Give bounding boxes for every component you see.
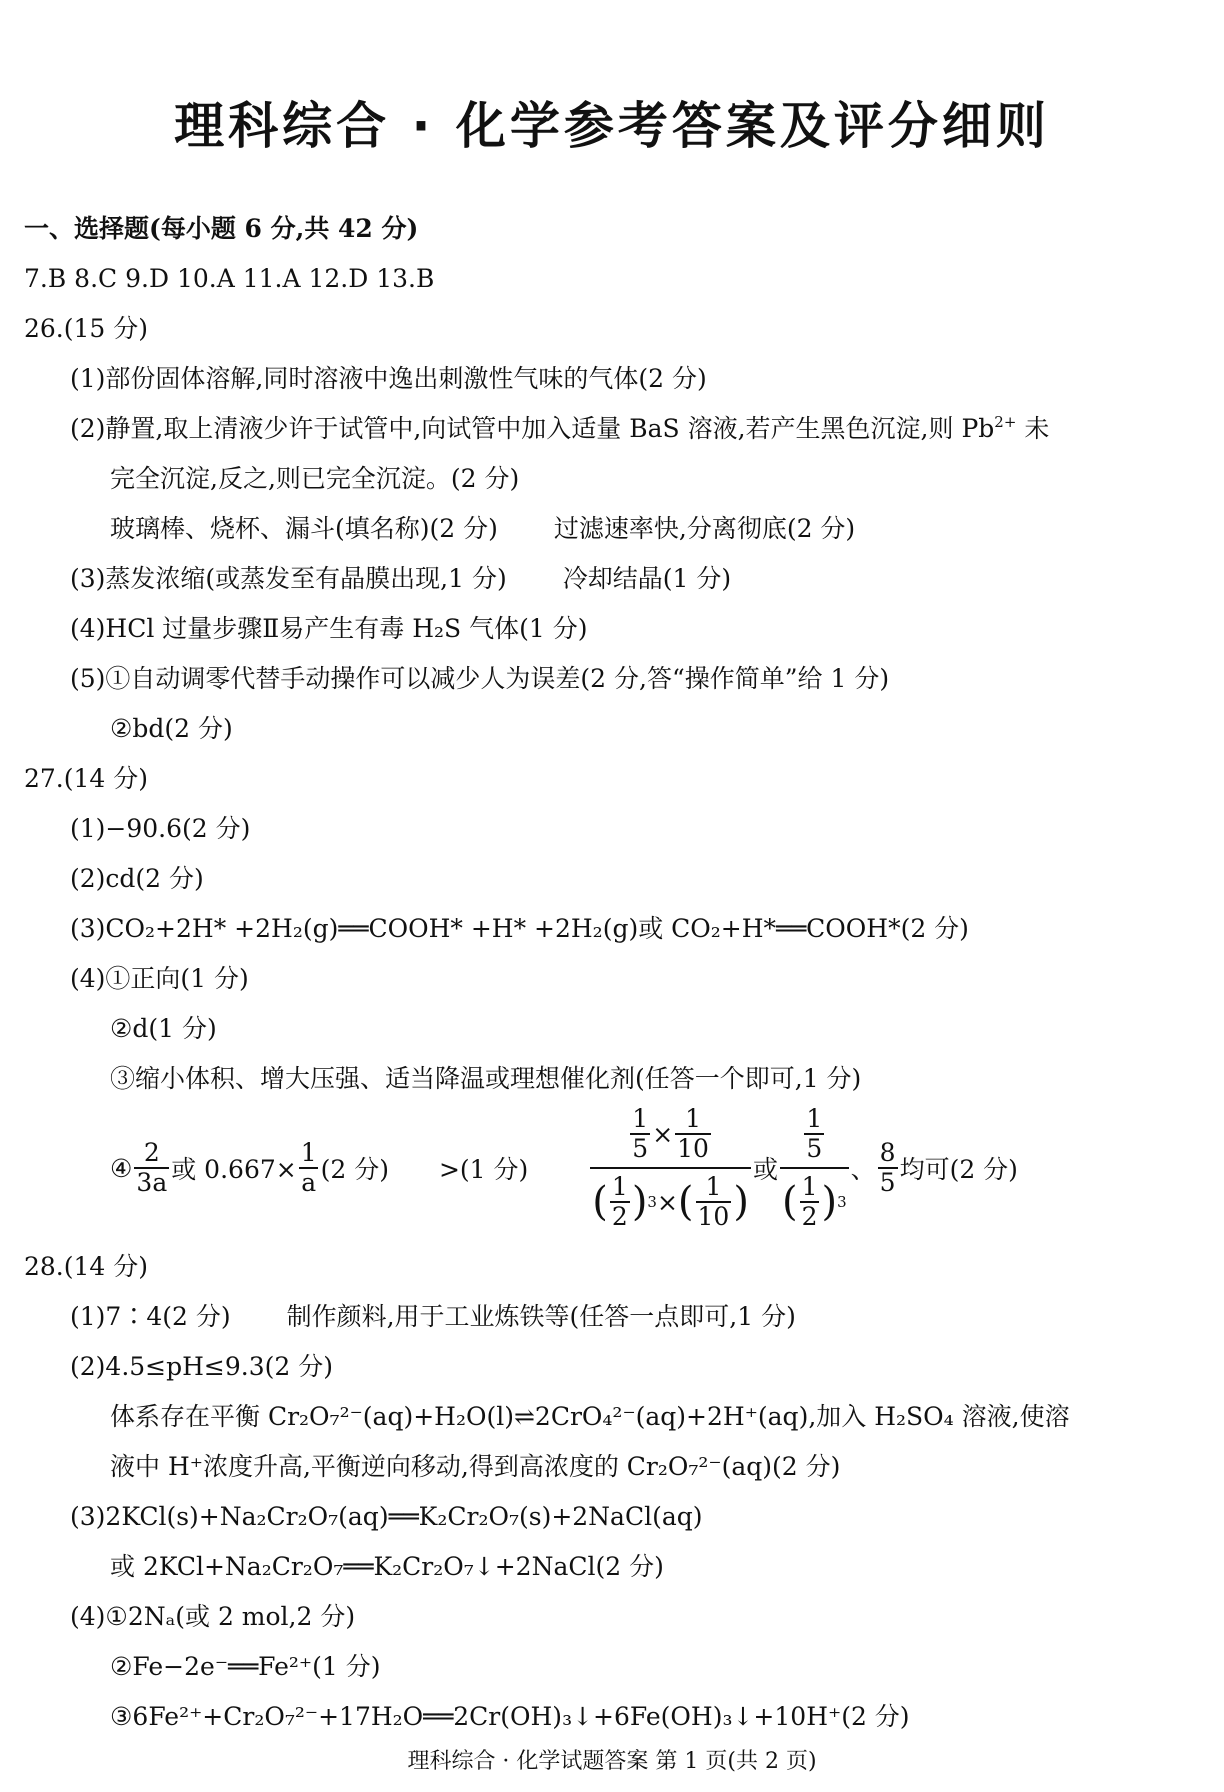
page-title: 理科综合 · 化学参考答案及评分细则 [174, 97, 1050, 155]
choice-answers: 7.B 8.C 9.D 10.A 11.A 12.D 13.B [24, 264, 435, 293]
q26-part5-line2: ②bd(2 分) [110, 714, 233, 743]
q26-part5-line1: (5)①自动调零代替手动操作可以减少人为误差(2 分,答“操作简单”给 1 分) [70, 664, 890, 693]
q27-part4-4-formula: ④ $\frac{2}{3a}$ 或 0.667× $\frac{1}{a}$ (2 分) >(1 分) $\frac{1}{5}$ × $\frac{1}{10}$ ( $\frac{1}{2}$ ) 3 × ( $\frac{1}{10}$ ) 或 $\frac{1}{5}$ ( $\frac{1}{2}$ ) 3 、 $\frac{8}{5}$ 均可(2 分) [110, 1104, 1018, 1231]
page-footer: 理科综合 · 化学试题答案 第 1 页(共 2 页) [407, 1749, 817, 1774]
q27-part2: (2)cd(2 分) [70, 864, 204, 893]
q27-part3: (3)CO₂+2H* +2H₂(g)══COOH* +H* +2H₂(g)或 CO₂+H*══COOH*(2 分) [70, 914, 969, 943]
q28-header: 28.(14 分) [24, 1252, 149, 1281]
equilibrium-constant-fraction: $\frac{1}{5}$ × $\frac{1}{10}$ ( $\frac{1}{2}$ ) 3 × ( $\frac{1}{10}$ ) [592, 1104, 749, 1231]
q27-part4-1: (4)①正向(1 分) [70, 964, 249, 993]
fraction-2-over-3a: $\frac{2}{3a}$ [136, 1138, 168, 1197]
q27-header: 27.(14 分) [24, 764, 149, 793]
q28-part3-line1: (3)2KCl(s)+Na₂Cr₂O₇(aq)══K₂Cr₂O₇(s)+2NaCl(aq) [70, 1502, 703, 1531]
q28-part2-line1: (2)4.5≤pH≤9.3(2 分) [70, 1352, 333, 1381]
fraction-1-over-a: $\frac{1}{a}$ [300, 1138, 317, 1197]
q28-part4-2: ②Fe−2e⁻══Fe²⁺(1 分) [110, 1652, 381, 1681]
fraction-8-over-5: $\frac{8}{5}$ [879, 1138, 896, 1197]
q28-part2-line3: 液中 H⁺浓度升高,平衡逆向移动,得到高浓度的 Cr₂O₇²⁻(aq)(2 分) [110, 1452, 841, 1481]
q27-part4-2: ②d(1 分) [110, 1014, 217, 1043]
q28-part2-line2: 体系存在平衡 Cr₂O₇²⁻(aq)+H₂O(l)⇌2CrO₄²⁻(aq)+2H⁺(aq),加入 H₂SO₄ 溶液,使溶 [110, 1402, 1070, 1431]
q28-part4-1: (4)①2Nₐ(或 2 mol,2 分) [70, 1602, 356, 1631]
q27-part1: (1)−90.6(2 分) [70, 814, 251, 843]
q26-part2-line2: 完全沉淀,反之,则已完全沉淀。(2 分) [110, 464, 520, 493]
q28-part1: (1)7∶4(2 分) 制作颜料,用于工业炼铁等(任答一点即可,1 分) [70, 1302, 796, 1331]
q26-header: 26.(15 分) [24, 314, 149, 343]
section1-heading: 一、选择题(每小题 6 分,共 42 分) [24, 214, 419, 243]
q28-part4-3: ③6Fe²⁺+Cr₂O₇²⁻+17H₂O══2Cr(OH)₃↓+6Fe(OH)₃↓+10H⁺(2 分) [110, 1702, 910, 1731]
equilibrium-constant-fraction-alt: $\frac{1}{5}$ ( $\frac{1}{2}$ ) 3 [781, 1104, 847, 1231]
q26-part3: (3)蒸发浓缩(或蒸发至有晶膜出现,1 分) 冷却结晶(1 分) [70, 564, 732, 593]
q27-part4-3: ③缩小体积、增大压强、适当降温或理想催化剂(任答一个即可,1 分) [110, 1064, 862, 1093]
q26-part1: (1)部份固体溶解,同时溶液中逸出刺激性气味的气体(2 分) [70, 364, 707, 393]
q28-part3-line2: 或 2KCl+Na₂Cr₂O₇══K₂Cr₂O₇↓+2NaCl(2 分) [110, 1552, 664, 1581]
q26-part2-line3: 玻璃棒、烧杯、漏斗(填名称)(2 分) 过滤速率快,分离彻底(2 分) [110, 514, 856, 543]
q26-part2-line1: (2)静置,取上清液少许于试管中,向试管中加入适量 BaS 溶液,若产生黑色沉淀,则 $Pb^{2+}$ 未 [70, 413, 1050, 443]
q26-part4: (4)HCl 过量步骤Ⅱ易产生有毒 H₂S 气体(1 分) [70, 614, 588, 643]
